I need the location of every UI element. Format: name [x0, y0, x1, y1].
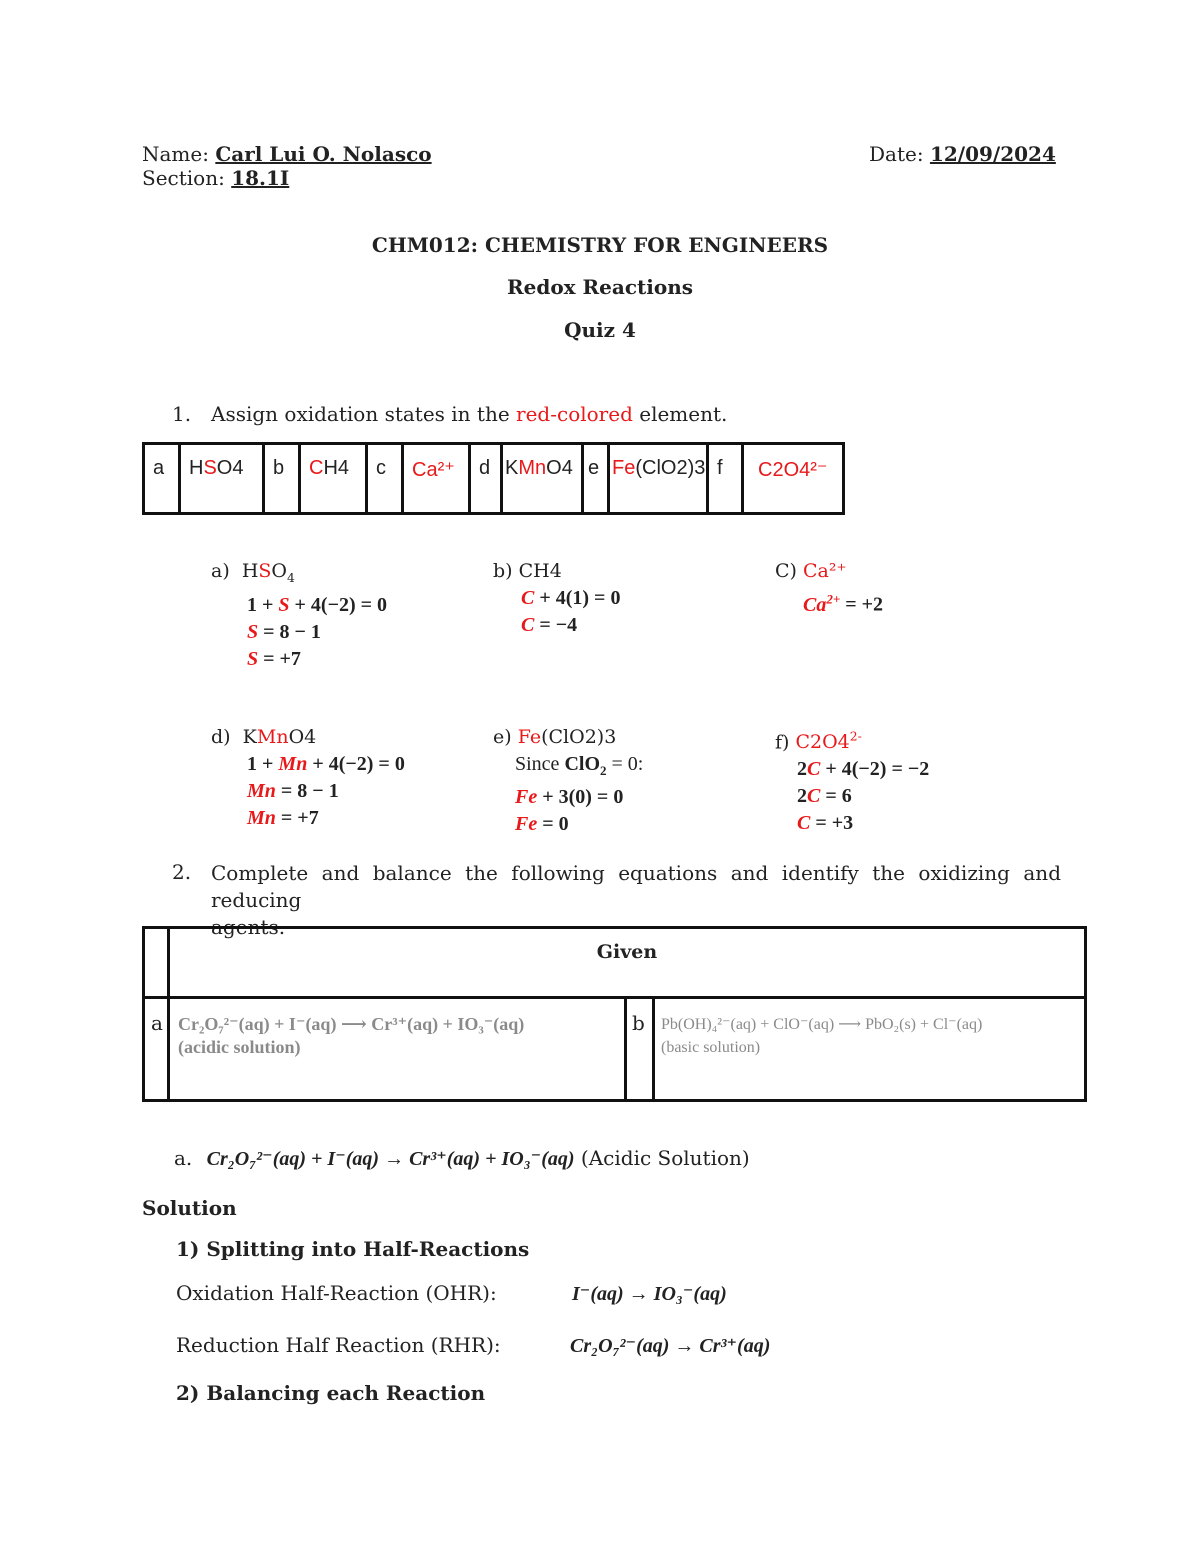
- q1-table-label: b: [264, 444, 300, 514]
- given-header: Given: [169, 928, 1086, 998]
- given-a-equation: Cr₂O₇²⁻(aq) + I⁻(aq) ⟶ Cr³⁺(aq) + IO₃⁻(aq) (acidic solution): [169, 998, 626, 1101]
- answer-d-head: d) KMnO4: [211, 726, 317, 748]
- part-a-label: a.: [174, 1146, 193, 1170]
- solution-heading: Solution: [142, 1196, 237, 1220]
- q2-table: [142, 926, 1087, 1102]
- date-value: 12/09/2024: [929, 142, 1056, 166]
- answer-f: f) $C2O4^{2-}$ 2C + 4(−2) = −2 2C = 6 C = +3: [775, 724, 929, 837]
- q1-table-cell: HSO4: [180, 444, 264, 514]
- name-value: Carl Lui O. Nolasco: [215, 142, 432, 166]
- answer-c: C) Ca²⁺ $Ca^{2+} = +2$: [775, 560, 884, 616]
- step2-heading: 2) Balancing each Reaction: [176, 1381, 486, 1405]
- answer-a: a) $HSO_4$ 1 + S + 4(−2) = 0 S = 8 − 1 S = +7: [211, 560, 388, 670]
- ohr-label: Oxidation Half-Reaction (OHR):: [176, 1281, 497, 1305]
- topic-title: Redox Reactions: [506, 275, 693, 299]
- answer-c-head: C) Ca²⁺: [775, 560, 847, 582]
- q1-table-label: e: [583, 444, 609, 514]
- section-label: Section:: [142, 166, 225, 190]
- q1-table-cell: Fe(ClO2)3: [609, 444, 708, 514]
- ohr-equation: I⁻(aq) → IO₃⁻(aq): [572, 1283, 727, 1305]
- q1-table: [142, 442, 845, 515]
- course-title: CHM012: CHEMISTRY FOR ENGINEERS: [371, 233, 829, 257]
- q1-table-label: d: [470, 444, 502, 514]
- date-label: Date:: [869, 142, 924, 166]
- answer-a-head: a) $HSO_4$: [211, 560, 295, 585]
- answer-e: e) Fe(ClO2)3 Since ClO$_2$ = 0: Fe + 3(0) = 0 Fe = 0: [493, 726, 644, 835]
- date-line: [869, 142, 1056, 166]
- step1-heading: 1) Splitting into Half-Reactions: [176, 1237, 530, 1261]
- answer-b: b) CH4 C + 4(1) = 0 C = −4: [493, 560, 621, 636]
- part-a-equation: Cr₂O₇²⁻(aq) + I⁻(aq) → Cr³⁺(aq) + IO₃⁻(aq): [206, 1148, 575, 1170]
- q1-prompt: Assign oxidation states in the red-colored element.: [211, 402, 728, 426]
- rhr-label: Reduction Half Reaction (RHR):: [176, 1333, 501, 1357]
- q1-prompt-red: red-colored: [516, 402, 633, 426]
- q1-number: 1.: [172, 402, 192, 426]
- section-value: 18.1I: [231, 166, 290, 190]
- section-line: [142, 166, 289, 190]
- answer-f-head: f) $C2O4^{2-}$: [775, 730, 862, 754]
- given-b-equation: Pb(OH)₄²⁻(aq) + ClO⁻(aq) ⟶ PbO₂(s) + Cl⁻(aq) (basic solution): [654, 998, 1086, 1101]
- answer-e-head: e) Fe(ClO2)3: [493, 726, 617, 748]
- q1-table-cell: Ca²⁺: [403, 444, 470, 514]
- answer-b-head: b) CH4: [493, 560, 562, 582]
- q1-table-label: a: [144, 444, 180, 514]
- rhr-equation: Cr₂O₇²⁻(aq) → Cr³⁺(aq): [570, 1335, 771, 1357]
- answer-d: d) KMnO4 1 + Mn + 4(−2) = 0 Mn = 8 − 1 Mn = +7: [211, 726, 405, 829]
- given-b-label: b: [626, 998, 654, 1101]
- part-a-note: (Acidic Solution): [580, 1146, 750, 1170]
- q2-prompt: Complete and balance the following equations and identify the oxidizing and reducing agents.: [211, 861, 1061, 939]
- q2-number: 2.: [172, 860, 192, 884]
- part-a: [174, 1146, 750, 1171]
- q1-table-cell: C2O4²⁻: [743, 444, 844, 514]
- quiz-title: Quiz 4: [564, 318, 636, 342]
- name-label: Name:: [142, 142, 209, 166]
- name-line: [142, 142, 432, 166]
- given-a-label: a: [144, 998, 169, 1101]
- q1-table-cell: KMnO4: [502, 444, 583, 514]
- q1-table-label: c: [367, 444, 403, 514]
- q1-table-cell: CH4: [300, 444, 367, 514]
- q1-table-label: f: [708, 444, 743, 514]
